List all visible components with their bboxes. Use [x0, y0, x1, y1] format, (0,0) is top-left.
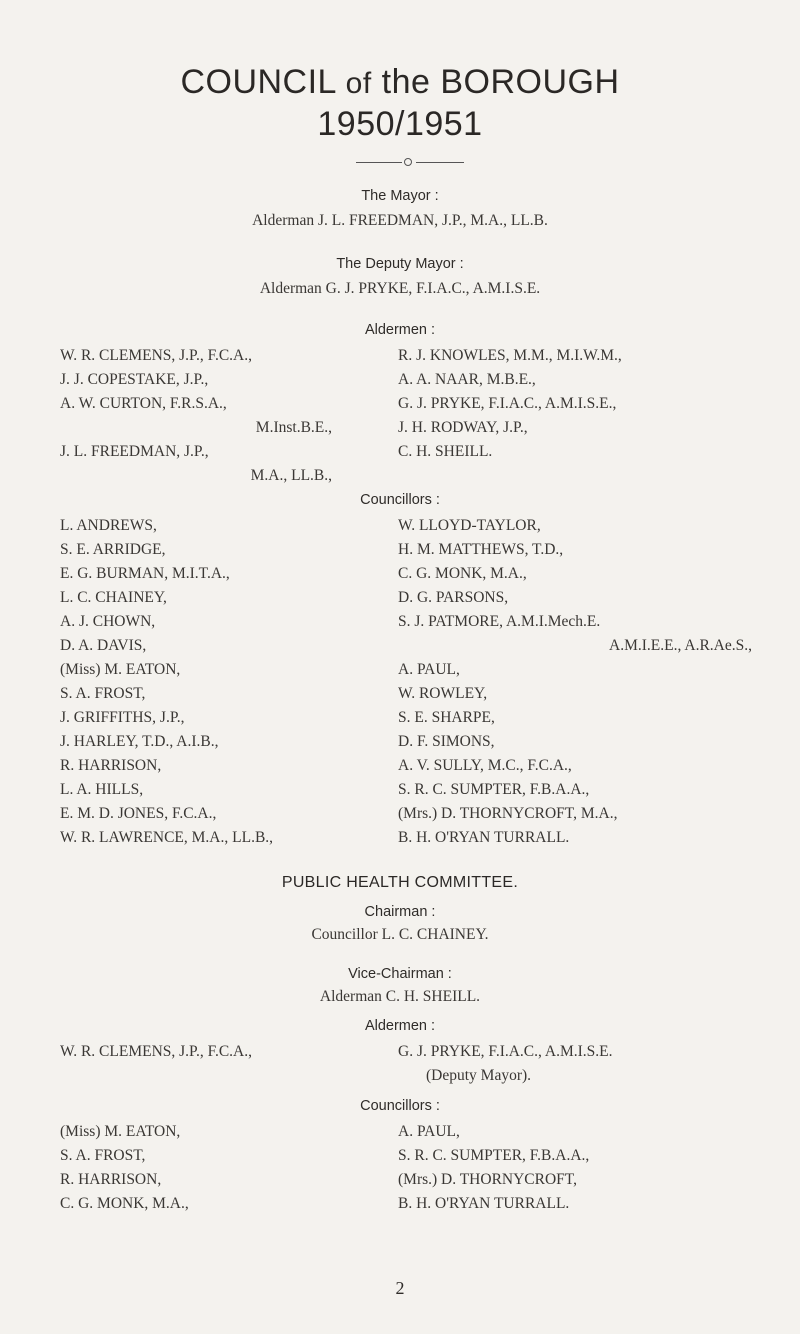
list-item: G. J. PRYKE, F.I.A.C., A.M.I.S.E.	[398, 1043, 613, 1060]
mayor-label: The Mayor :	[361, 188, 439, 204]
list-item: S. J. PATMORE, A.M.I.Mech.E.	[398, 613, 601, 630]
list-item: J. H. RODWAY, J.P.,	[398, 419, 528, 436]
list-item: W. LLOYD-TAYLOR,	[398, 517, 541, 534]
title-word-of: of	[345, 67, 372, 100]
list-item: M.A., LL.B.,	[250, 467, 332, 484]
aldermen-label: Aldermen :	[364, 322, 436, 338]
list-item: G. J. PRYKE, F.I.A.C., A.M.I.S.E.,	[398, 395, 617, 412]
aldermen-left-column	[60, 344, 332, 488]
committee-councillors-left	[60, 1120, 189, 1216]
list-item: L. C. CHAINEY,	[60, 589, 167, 606]
list-item: (Miss) M. EATON,	[60, 661, 181, 678]
list-item: (Mrs.) D. THORNYCROFT,	[398, 1171, 577, 1188]
list-item: S. E. SHARPE,	[398, 709, 495, 726]
list-item: A. V. SULLY, M.C., F.C.A.,	[398, 757, 572, 774]
list-item: C. G. MONK, M.A.,	[60, 1195, 189, 1212]
list-item: C. H. SHEILL.	[398, 443, 493, 460]
chairman-name: Councillor L. C. CHAINEY.	[311, 926, 489, 943]
committee-aldermen-left	[60, 1040, 252, 1064]
list-item: E. M. D. JONES, F.C.A.,	[60, 805, 217, 822]
list-item: A. PAUL,	[398, 661, 460, 678]
list-item: W. ROWLEY,	[398, 685, 488, 702]
list-item: W. R. LAWRENCE, M.A., LL.B.,	[60, 829, 274, 846]
list-item: D. G. PARSONS,	[398, 589, 509, 606]
committee-aldermen-right	[398, 1040, 670, 1088]
list-item: (Mrs.) D. THORNYCROFT, M.A.,	[398, 805, 618, 822]
list-item: S. E. ARRIDGE,	[60, 541, 166, 558]
ornamental-divider	[356, 158, 464, 168]
list-item: A. W. CURTON, F.R.S.A.,	[60, 395, 227, 412]
list-item: R. J. KNOWLES, M.M., M.I.W.M.,	[398, 347, 622, 364]
list-item: R. HARRISON,	[60, 757, 162, 774]
list-item: M.Inst.B.E.,	[255, 419, 332, 436]
councillors-label: Councillors :	[360, 492, 440, 508]
deputy-mayor-label: The Deputy Mayor :	[336, 256, 464, 272]
page-title	[0, 60, 800, 106]
list-item: C. G. MONK, M.A.,	[398, 565, 527, 582]
list-item: W. R. CLEMENS, J.P., F.C.A.,	[60, 347, 252, 364]
list-item: A.M.I.E.E., A.R.Ae.S.,	[609, 637, 752, 654]
list-item: B. H. O'RYAN TURRALL.	[398, 829, 570, 846]
list-item: S. A. FROST,	[60, 1147, 146, 1164]
list-item: E. G. BURMAN, M.I.T.A.,	[60, 565, 230, 582]
page-title-year: 1950/1951	[317, 105, 483, 143]
title-word-borough: the BOROUGH	[371, 63, 620, 101]
list-item: H. M. MATTHEWS, T.D.,	[398, 541, 564, 558]
list-item: (Deputy Mayor).	[426, 1067, 532, 1084]
councillors-left-column	[60, 514, 273, 850]
list-item: W. R. CLEMENS, J.P., F.C.A.,	[60, 1043, 252, 1060]
committee-heading: PUBLIC HEALTH COMMITTEE.	[281, 874, 519, 891]
committee-councillors-label: Councillors :	[360, 1098, 440, 1114]
page-number: 2	[395, 1278, 405, 1298]
list-item: R. HARRISON,	[60, 1171, 162, 1188]
list-item: J. HARLEY, T.D., A.I.B.,	[60, 733, 219, 750]
councillors-right-column	[398, 514, 752, 850]
list-item: D. F. SIMONS,	[398, 733, 495, 750]
list-item: J. GRIFFITHS, J.P.,	[60, 709, 185, 726]
list-item: B. H. O'RYAN TURRALL.	[398, 1195, 570, 1212]
list-item: (Miss) M. EATON,	[60, 1123, 181, 1140]
list-item: A. J. CHOWN,	[60, 613, 156, 630]
chairman-label: Chairman :	[364, 904, 436, 920]
list-item: J. L. FREEDMAN, J.P.,	[60, 443, 209, 460]
committee-councillors-right	[398, 1120, 589, 1216]
list-item: D. A. DAVIS,	[60, 637, 147, 654]
list-item: S. R. C. SUMPTER, F.B.A.A.,	[398, 1147, 590, 1164]
list-item: A. PAUL,	[398, 1123, 460, 1140]
deputy-mayor-name: Alderman G. J. PRYKE, F.I.A.C., A.M.I.S.E.	[259, 280, 541, 297]
vice-chairman-label: Vice-Chairman :	[348, 966, 452, 982]
list-item: S. R. C. SUMPTER, F.B.A.A.,	[398, 781, 590, 798]
vice-chairman-name: Alderman C. H. SHEILL.	[319, 988, 481, 1005]
list-item: L. ANDREWS,	[60, 517, 157, 534]
list-item: S. A. FROST,	[60, 685, 146, 702]
aldermen-right-column	[398, 344, 622, 464]
committee-aldermen-label: Aldermen :	[364, 1018, 436, 1034]
title-word-council: COUNCIL	[180, 63, 346, 101]
list-item: J. J. COPESTAKE, J.P.,	[60, 371, 209, 388]
list-item: L. A. HILLS,	[60, 781, 144, 798]
mayor-name: Alderman J. L. FREEDMAN, J.P., M.A., LL.B.	[252, 212, 548, 229]
list-item: A. A. NAAR, M.B.E.,	[398, 371, 536, 388]
